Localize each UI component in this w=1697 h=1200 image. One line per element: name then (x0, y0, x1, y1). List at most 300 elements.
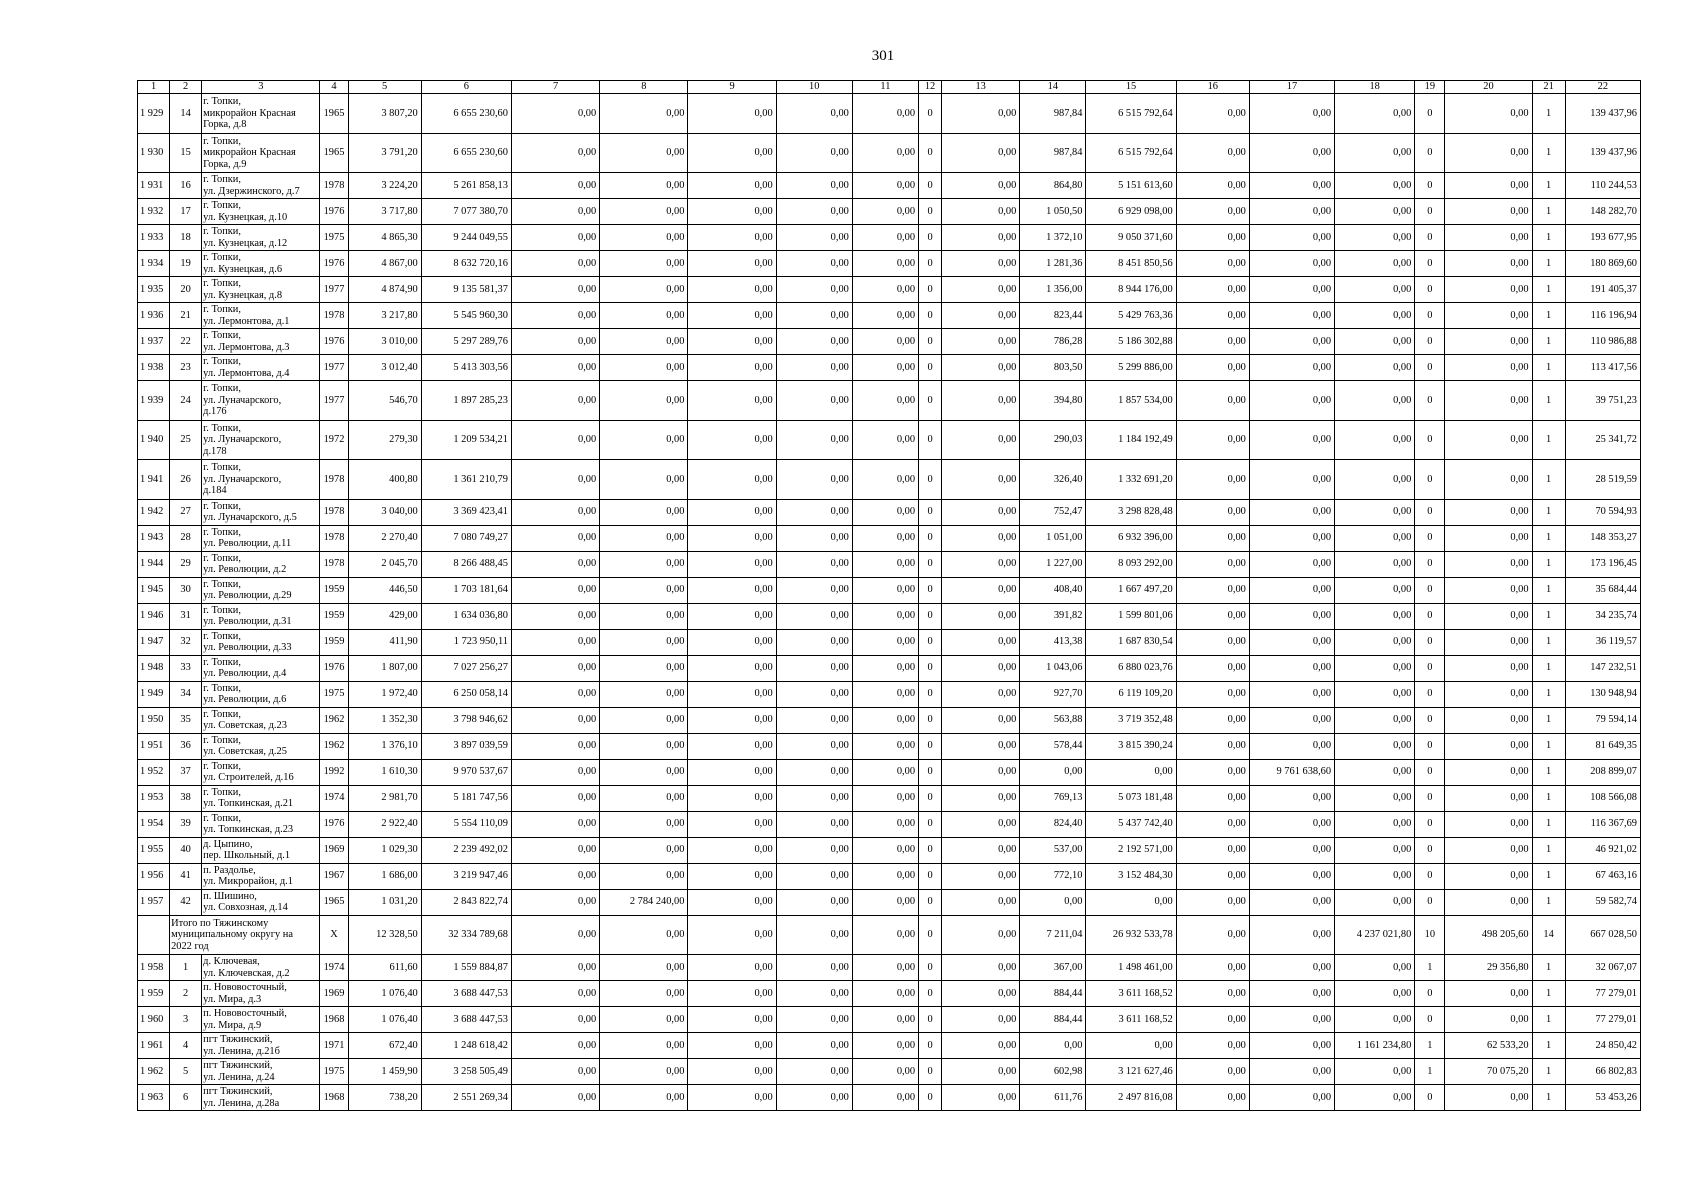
address-cell: д. Цыпино, пер. Школьный, д.1 (202, 837, 320, 863)
table-cell: 2 784 240,00 (600, 889, 688, 915)
table-cell: 0 (919, 603, 942, 629)
table-cell: 0,00 (1445, 499, 1532, 525)
table-cell: 0 (919, 251, 942, 277)
column-header-22: 22 (1565, 81, 1640, 94)
table-cell: 1 332 691,20 (1086, 460, 1176, 500)
table-cell: 193 677,95 (1565, 225, 1640, 251)
table-cell: 0,00 (942, 94, 1020, 134)
table-cell: 1 029,30 (348, 837, 421, 863)
table-cell: 1 372,10 (1020, 225, 1086, 251)
table-cell: 0,00 (942, 133, 1020, 173)
table-cell: 0,00 (852, 420, 918, 460)
table-cell: 0,00 (511, 733, 599, 759)
table-cell: 6 119 109,20 (1086, 681, 1176, 707)
table-row (138, 1007, 1641, 1033)
table-cell: 6 515 792,64 (1086, 133, 1176, 173)
table-row (138, 1033, 1641, 1059)
table-cell: 1 (1532, 355, 1565, 381)
table-cell: 546,70 (348, 381, 421, 421)
table-cell: 0,00 (852, 707, 918, 733)
table-cell: 1 940 (138, 420, 170, 460)
table-cell: 0,00 (776, 981, 852, 1007)
table-cell: 139 437,96 (1565, 94, 1640, 134)
table-cell: 2 922,40 (348, 811, 421, 837)
column-header-14: 14 (1020, 81, 1086, 94)
table-cell: 1 946 (138, 603, 170, 629)
column-header-18: 18 (1335, 81, 1415, 94)
table-cell: 0 (919, 759, 942, 785)
table-cell: 1 949 (138, 681, 170, 707)
table-cell: 1 723 950,11 (421, 629, 511, 655)
table-row (138, 629, 1641, 655)
table-cell: 1 936 (138, 303, 170, 329)
table-cell: 0,00 (1335, 551, 1415, 577)
table-cell: 0,00 (1249, 173, 1334, 199)
table-cell: 0,00 (942, 303, 1020, 329)
table-cell: 5 (170, 1059, 202, 1085)
table-cell: 0,00 (776, 499, 852, 525)
table-row (138, 837, 1641, 863)
table-cell: 987,84 (1020, 94, 1086, 134)
table-cell: 1 960 (138, 1007, 170, 1033)
table-cell: 18 (170, 225, 202, 251)
table-cell: 59 582,74 (1565, 889, 1640, 915)
table-cell: 3 152 484,30 (1086, 863, 1176, 889)
table-cell: 7 027 256,27 (421, 655, 511, 681)
table-cell: 0,00 (852, 94, 918, 134)
table-cell: 0,00 (511, 955, 599, 981)
table-cell: 0 (919, 577, 942, 603)
table-cell: 28 (170, 525, 202, 551)
table-cell: 0,00 (1249, 499, 1334, 525)
table-cell: 1 (1532, 577, 1565, 603)
table-cell: 0,00 (600, 1007, 688, 1033)
table-cell: 3 219 947,46 (421, 863, 511, 889)
table-cell: 0,00 (776, 681, 852, 707)
table-cell: 0,00 (1445, 251, 1532, 277)
table-cell: 0,00 (1249, 329, 1334, 355)
address-cell: г. Топки, ул. Революции, д.4 (202, 655, 320, 681)
table-cell: 0 (919, 863, 942, 889)
table-cell: 6 655 230,60 (421, 94, 511, 134)
table-cell: 0,00 (1335, 94, 1415, 134)
table-cell: 0,00 (600, 759, 688, 785)
table-cell: 0,00 (1445, 199, 1532, 225)
table-cell: 0,00 (1445, 603, 1532, 629)
column-header-7: 7 (511, 81, 599, 94)
table-cell: 1 559 884,87 (421, 955, 511, 981)
table-cell: 1 031,20 (348, 889, 421, 915)
table-cell: 1 (1532, 837, 1565, 863)
table-cell: 0,00 (852, 629, 918, 655)
table-row (138, 381, 1641, 421)
table-cell: 0,00 (776, 733, 852, 759)
table-row (138, 603, 1641, 629)
table-cell: 1 (1532, 681, 1565, 707)
table-cell: 1 (1532, 603, 1565, 629)
table-cell: 1978 (320, 499, 348, 525)
table-cell: 0 (919, 381, 942, 421)
table-cell: 15 (170, 133, 202, 173)
table-cell: 0,00 (1335, 499, 1415, 525)
table-row (138, 681, 1641, 707)
table-cell: 2 045,70 (348, 551, 421, 577)
table-cell: 1 935 (138, 277, 170, 303)
table-cell: 738,20 (348, 1085, 421, 1111)
table-cell: 3 224,20 (348, 173, 421, 199)
table-cell: 9 761 638,60 (1249, 759, 1334, 785)
table-cell: 0,00 (1335, 655, 1415, 681)
table-cell: 0,00 (1176, 355, 1249, 381)
table-cell: 0,00 (776, 420, 852, 460)
table-cell: 0,00 (1249, 460, 1334, 500)
table-cell: 3 688 447,53 (421, 981, 511, 1007)
address-cell: г. Топки, ул. Лермонтова, д.4 (202, 355, 320, 381)
total-cell: 0,00 (942, 915, 1020, 955)
table-cell: 0 (1415, 629, 1445, 655)
table-cell: 0,00 (1176, 499, 1249, 525)
table-cell: 0,00 (511, 759, 599, 785)
table-cell: 1 (1532, 499, 1565, 525)
table-cell: 53 453,26 (1565, 1085, 1640, 1111)
table-cell: 5 151 613,60 (1086, 173, 1176, 199)
table-cell: 32 (170, 629, 202, 655)
table-cell: 0,00 (1445, 460, 1532, 500)
column-header-21: 21 (1532, 81, 1565, 94)
total-cell: 667 028,50 (1565, 915, 1640, 955)
table-row (138, 1059, 1641, 1085)
table-cell: 147 232,51 (1565, 655, 1640, 681)
table-cell: 0,00 (1176, 785, 1249, 811)
table-row (138, 133, 1641, 173)
table-cell: 0,00 (511, 551, 599, 577)
table-cell: 0 (1415, 303, 1445, 329)
table-cell: 0 (919, 329, 942, 355)
table-cell: 1 937 (138, 329, 170, 355)
table-cell: 0 (919, 629, 942, 655)
table-cell: 1965 (320, 94, 348, 134)
table-cell: 1962 (320, 707, 348, 733)
table-cell: 0,00 (1176, 173, 1249, 199)
table-cell: 0,00 (511, 1033, 599, 1059)
table-cell: 1 050,50 (1020, 199, 1086, 225)
address-cell: г. Топки, ул. Революции, д.33 (202, 629, 320, 655)
table-cell: 5 261 858,13 (421, 173, 511, 199)
table-cell: 1 051,00 (1020, 525, 1086, 551)
table-cell: 0,00 (1176, 133, 1249, 173)
table-cell: 0,00 (1176, 955, 1249, 981)
column-header-10: 10 (776, 81, 852, 94)
table-cell: 34 235,74 (1565, 603, 1640, 629)
table-cell: 0,00 (776, 225, 852, 251)
table-cell: 0,00 (511, 133, 599, 173)
table-cell: 62 533,20 (1445, 1033, 1532, 1059)
table-cell: 279,30 (348, 420, 421, 460)
table-cell: 0,00 (1249, 577, 1334, 603)
table-row (138, 551, 1641, 577)
table-row (138, 460, 1641, 500)
table-cell: 0,00 (1176, 381, 1249, 421)
table-cell: 0,00 (1445, 329, 1532, 355)
table-cell: 0,00 (852, 551, 918, 577)
table-cell: 0,00 (776, 837, 852, 863)
table-cell: 0,00 (1249, 277, 1334, 303)
table-cell: 5 554 110,09 (421, 811, 511, 837)
table-cell: 1978 (320, 173, 348, 199)
table-cell: 0,00 (1335, 863, 1415, 889)
address-cell: г. Топки, ул. Луначарского, д.178 (202, 420, 320, 460)
table-cell: 0,00 (1249, 133, 1334, 173)
table-cell: 3 815 390,24 (1086, 733, 1176, 759)
table-cell: 0,00 (511, 303, 599, 329)
table-cell: 0 (919, 655, 942, 681)
table-cell: 3 010,00 (348, 329, 421, 355)
table-cell: 0,00 (1445, 551, 1532, 577)
table-cell: 1 (1532, 981, 1565, 1007)
table-cell: 0,00 (852, 499, 918, 525)
table-cell: 0,00 (852, 277, 918, 303)
table-cell: 0,00 (852, 199, 918, 225)
table-cell: 0,00 (600, 277, 688, 303)
table-cell: 0,00 (942, 577, 1020, 603)
table-cell: 0,00 (600, 681, 688, 707)
table-cell: 0,00 (688, 1007, 776, 1033)
column-header-3: 3 (202, 81, 320, 94)
column-header-17: 17 (1249, 81, 1334, 94)
table-cell: 0,00 (1176, 225, 1249, 251)
table-cell: 0,00 (1445, 655, 1532, 681)
table-cell: 14 (170, 94, 202, 134)
table-row (138, 525, 1641, 551)
address-cell: г. Топки, ул. Строителей, д.16 (202, 759, 320, 785)
table-cell: 0,00 (942, 460, 1020, 500)
table-cell: 0 (919, 277, 942, 303)
table-cell: 6 655 230,60 (421, 133, 511, 173)
table-cell: 0,00 (776, 329, 852, 355)
address-cell: д. Ключевая, ул. Ключевская, д.2 (202, 955, 320, 981)
table-cell: 0,00 (1335, 811, 1415, 837)
table-cell: 1 (1532, 811, 1565, 837)
table-cell: 1 944 (138, 551, 170, 577)
table-cell: 429,00 (348, 603, 421, 629)
table-cell: 3 717,80 (348, 199, 421, 225)
table-row (138, 785, 1641, 811)
table-cell: 0,00 (1445, 381, 1532, 421)
table-cell: 0,00 (1249, 303, 1334, 329)
table-row (138, 811, 1641, 837)
table-cell: 1978 (320, 525, 348, 551)
table-cell: 6 880 023,76 (1086, 655, 1176, 681)
table-cell: 1 (1532, 785, 1565, 811)
table-cell: 394,80 (1020, 381, 1086, 421)
address-cell: г. Топки, ул. Кузнецкая, д.10 (202, 199, 320, 225)
table-cell: 0,00 (688, 499, 776, 525)
table-cell: 0,00 (511, 681, 599, 707)
table-cell: 24 (170, 381, 202, 421)
table-cell: 26 (170, 460, 202, 500)
table-cell: 1 (1532, 460, 1565, 500)
table-cell: 0,00 (511, 1085, 599, 1111)
table-cell: 0,00 (942, 381, 1020, 421)
table-cell: 0,00 (600, 981, 688, 1007)
table-cell: 0,00 (1176, 303, 1249, 329)
table-cell: 0,00 (688, 225, 776, 251)
table-cell: 1 932 (138, 199, 170, 225)
column-header-1: 1 (138, 81, 170, 94)
table-cell: 1 281,36 (1020, 251, 1086, 277)
table-cell: 0,00 (688, 381, 776, 421)
address-cell: пгт Тяжинский, ул. Ленина, д.28а (202, 1085, 320, 1111)
table-cell: 1 161 234,80 (1335, 1033, 1415, 1059)
table-cell: 0,00 (688, 863, 776, 889)
address-cell: г. Топки, ул. Лермонтова, д.1 (202, 303, 320, 329)
table-cell: 1 (1532, 1085, 1565, 1111)
table-cell: 0 (1415, 889, 1445, 915)
table-cell: 0,00 (942, 1007, 1020, 1033)
table-cell: 1 599 801,06 (1086, 603, 1176, 629)
table-cell: 0 (1415, 863, 1445, 889)
table-cell: 0,00 (1445, 837, 1532, 863)
table-cell: 7 077 380,70 (421, 199, 511, 225)
table-cell: 0,00 (776, 577, 852, 603)
table-cell: 0,00 (776, 889, 852, 915)
table-cell: 0,00 (1176, 551, 1249, 577)
table-cell: 0 (1415, 94, 1445, 134)
table-cell: 0 (919, 1059, 942, 1085)
table-row (138, 759, 1641, 785)
address-cell: г. Топки, ул. Топкинская, д.21 (202, 785, 320, 811)
table-cell: 1 (1532, 303, 1565, 329)
table-cell: 1 930 (138, 133, 170, 173)
table-cell: 400,80 (348, 460, 421, 500)
table-cell: 611,60 (348, 955, 421, 981)
table-cell: 0 (1415, 811, 1445, 837)
table-cell: 0,00 (852, 525, 918, 551)
table-cell: 1 950 (138, 707, 170, 733)
table-cell: 611,76 (1020, 1085, 1086, 1111)
table-cell: 34 (170, 681, 202, 707)
table-cell: 0,00 (688, 785, 776, 811)
table-cell: 1969 (320, 837, 348, 863)
table-cell: 2 (170, 981, 202, 1007)
table-cell: 0,00 (942, 329, 1020, 355)
table-cell: 0 (1415, 420, 1445, 460)
table-cell: 0,00 (1335, 889, 1415, 915)
table-cell: 2 270,40 (348, 525, 421, 551)
table-cell: 1 947 (138, 629, 170, 655)
table-cell: 0 (1415, 759, 1445, 785)
table-cell: 0,00 (511, 329, 599, 355)
table-cell: 1975 (320, 225, 348, 251)
table-cell: 0,00 (1176, 1059, 1249, 1085)
table-cell: 0,00 (942, 420, 1020, 460)
table-cell: 0 (1415, 551, 1445, 577)
column-header-20: 20 (1445, 81, 1532, 94)
table-cell: 0,00 (688, 1085, 776, 1111)
table-cell: 0,00 (1086, 1033, 1176, 1059)
table-cell: 0,00 (1335, 577, 1415, 603)
table-cell: 0,00 (1249, 1007, 1334, 1033)
table-cell: 1 962 (138, 1059, 170, 1085)
table-cell: 0,00 (1445, 225, 1532, 251)
total-cell: 0,00 (1249, 915, 1334, 955)
table-cell: 0,00 (1249, 837, 1334, 863)
table-cell: 0 (919, 889, 942, 915)
table-cell: 1 (1532, 225, 1565, 251)
table-cell: 4 867,00 (348, 251, 421, 277)
table-cell: 1 938 (138, 355, 170, 381)
table-cell: 0 (919, 981, 942, 1007)
total-cell: 498 205,60 (1445, 915, 1532, 955)
table-cell: 0,00 (688, 420, 776, 460)
table-cell: 0,00 (1176, 811, 1249, 837)
table-cell: 0,00 (511, 1007, 599, 1033)
column-header-19: 19 (1415, 81, 1445, 94)
data-table (137, 80, 1641, 1111)
table-cell: 21 (170, 303, 202, 329)
address-cell: г. Топки, ул. Революции, д.11 (202, 525, 320, 551)
table-cell: 40 (170, 837, 202, 863)
table-cell: 1978 (320, 460, 348, 500)
table-cell: 0,00 (852, 133, 918, 173)
table-cell: 0,00 (600, 577, 688, 603)
table-cell: 0,00 (776, 629, 852, 655)
table-cell: 1968 (320, 1085, 348, 1111)
table-cell: 1 (1532, 1007, 1565, 1033)
table-cell: 769,13 (1020, 785, 1086, 811)
table-cell: 0,00 (511, 499, 599, 525)
table-cell: 0 (919, 460, 942, 500)
table-cell: 0,00 (1335, 955, 1415, 981)
table-cell: 0,00 (1249, 1033, 1334, 1059)
table-cell: 0,00 (688, 551, 776, 577)
table-cell: 3 719 352,48 (1086, 707, 1176, 733)
table-cell: 0,00 (688, 733, 776, 759)
table-cell: 0,00 (1086, 889, 1176, 915)
table-cell: 0,00 (852, 681, 918, 707)
table-row (138, 577, 1641, 603)
table-cell: 22 (170, 329, 202, 355)
table-cell: 408,40 (1020, 577, 1086, 603)
table-cell: 0,00 (1335, 199, 1415, 225)
total-cell: 0,00 (852, 915, 918, 955)
table-cell: 0 (919, 785, 942, 811)
table-cell: 0 (919, 133, 942, 173)
table-cell: 0 (1415, 837, 1445, 863)
table-cell: 1 897 285,23 (421, 381, 511, 421)
table-cell: 1 227,00 (1020, 551, 1086, 577)
total-cell: 4 237 021,80 (1335, 915, 1415, 955)
table-cell: 0 (1415, 681, 1445, 707)
table-cell: 3 611 168,52 (1086, 1007, 1176, 1033)
table-cell: 0,00 (511, 603, 599, 629)
address-cell: г. Топки, ул. Кузнецкая, д.6 (202, 251, 320, 277)
table-cell: 7 080 749,27 (421, 525, 511, 551)
table-cell: 0,00 (511, 981, 599, 1007)
table-cell: 1976 (320, 199, 348, 225)
table-cell: 70 594,93 (1565, 499, 1640, 525)
table-cell: 5 297 289,76 (421, 329, 511, 355)
table-cell: 1 941 (138, 460, 170, 500)
table-row (138, 355, 1641, 381)
table-cell: 0,00 (852, 733, 918, 759)
table-cell: 0,00 (688, 759, 776, 785)
table-cell: 0,00 (600, 303, 688, 329)
table-cell: 3 791,20 (348, 133, 421, 173)
table-cell: 0,00 (1445, 525, 1532, 551)
table-cell: 0,00 (600, 629, 688, 655)
table-cell: 0,00 (942, 525, 1020, 551)
